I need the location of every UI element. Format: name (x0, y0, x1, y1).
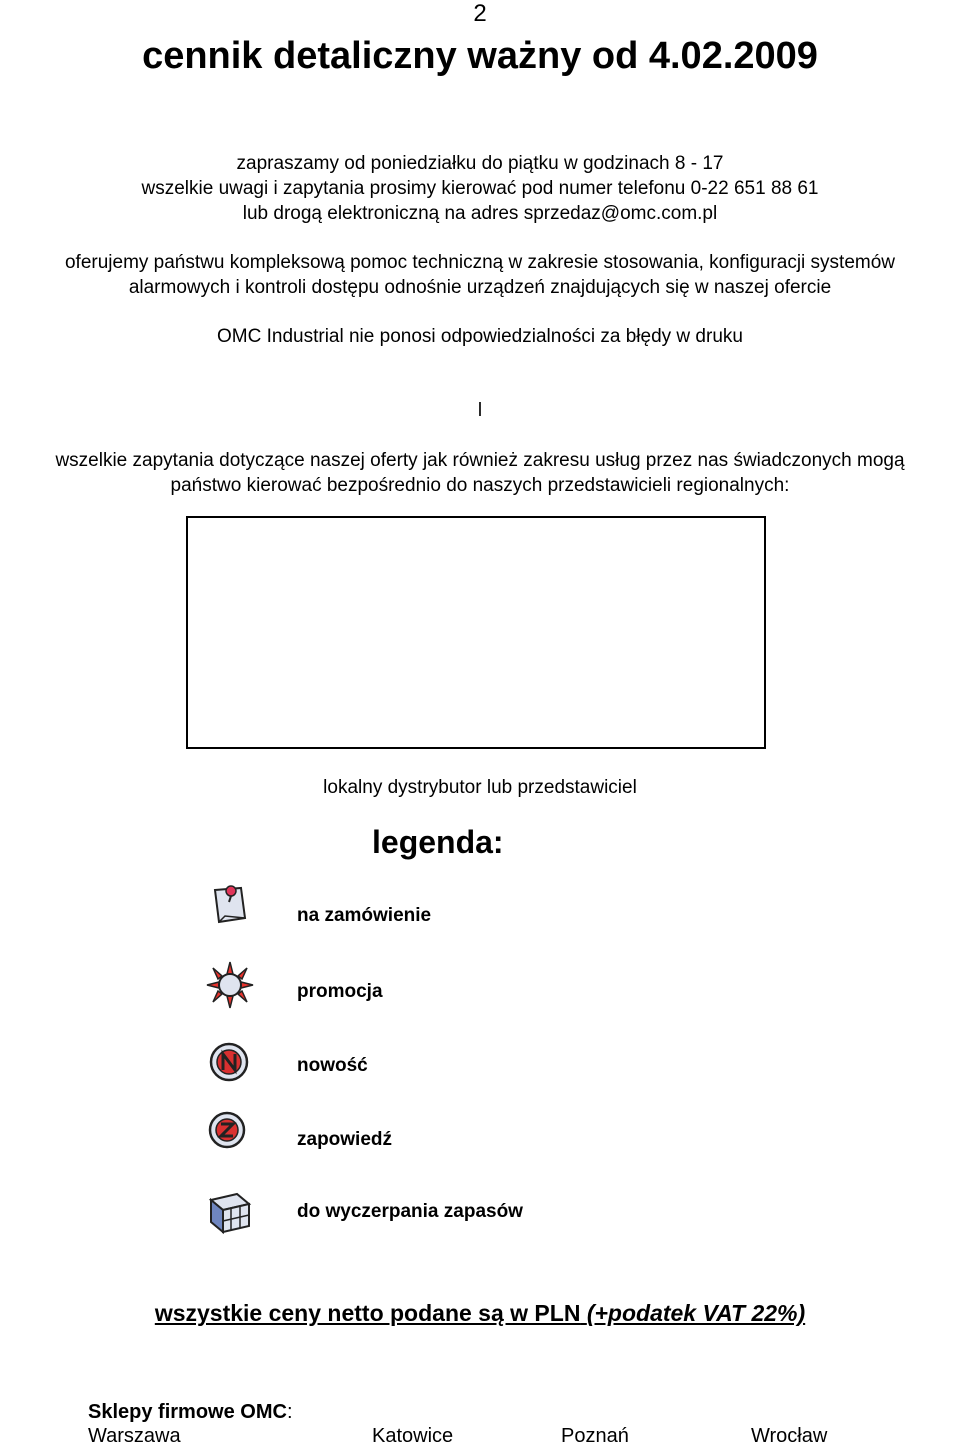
contact-info (0, 151, 960, 226)
shop-city-katowice: Katowice (372, 1425, 454, 1447)
legend-label-on-order: na zamówienie (297, 905, 432, 926)
disclaimer: OMC Industrial nie ponosi odpowiedzialności za błędy w druku (217, 326, 743, 347)
support-line-1: oferujemy państwu kompleksową pomoc techniczną w zakresie stosowania, konfiguracji systemów (64, 252, 896, 273)
distributor-label: lokalny dystrybutor lub przedstawiciel (323, 777, 637, 798)
legend-label-promotion: promocja (297, 981, 383, 1002)
prices-vat-note: (+podatek VAT 22%) (586, 1300, 806, 1326)
support-info (0, 250, 960, 300)
distributor-stamp-box (186, 516, 766, 749)
sun-icon (205, 960, 255, 1010)
z-badge-icon (205, 1108, 255, 1158)
prices-note (0, 1298, 960, 1328)
shops-title: Sklepy firmowe OMC (88, 1401, 287, 1423)
inquiry-line-1: wszelkie zapytania dotyczące naszej oferty jak również zakresu usług przez nas świadczonych mogą (55, 450, 905, 471)
legend-label-new: nowość (297, 1055, 368, 1076)
pinned-note-icon (205, 882, 255, 932)
contact-phone: wszelkie uwagi i zapytania prosimy kierować pod numer telefonu 0-22 651 88 61 (141, 178, 819, 199)
legend-title: legenda: (372, 824, 504, 860)
crate-icon (205, 1188, 255, 1238)
page-title: cennik detaliczny ważny od 4.02.2009 (142, 35, 818, 77)
shop-city-wroclaw: Wrocław (751, 1425, 828, 1447)
shops-heading (88, 1400, 293, 1424)
support-line-2: alarmowych i kontroli dostępu odnośnie urządzeń znajdujących się w naszej ofercie (128, 277, 832, 298)
shop-city-poznan: Poznań (561, 1425, 629, 1447)
page-number: 2 (473, 0, 487, 27)
shops-title-colon: : (286, 1401, 293, 1423)
inquiry-info (0, 448, 960, 498)
legend-item-promotion (205, 960, 705, 1010)
inquiry-line-2: państwo kierować bezpośrednio do naszych przedstawicieli regionalnych: (170, 475, 790, 496)
n-badge-icon (205, 1040, 255, 1090)
legend-label-announcement: zapowiedź (297, 1129, 393, 1150)
legend-item-announcement (205, 1108, 705, 1158)
shop-city-warszawa: Warszawa (88, 1425, 181, 1447)
legend-item-new (205, 1040, 705, 1090)
legend-item-on-order (205, 882, 705, 932)
contact-email: lub drogą elektroniczną na adres sprzedaz@omc.com.pl (242, 203, 718, 224)
legend-item-while-stocks-last (205, 1188, 705, 1238)
contact-hours: zapraszamy od poniedziałku do piątku w godzinach 8 - 17 (236, 153, 724, 174)
prices-net-note: wszystkie ceny netto podane są w PLN (154, 1300, 581, 1326)
legend-label-while-stocks-last: do wyczerpania zapasów (297, 1201, 523, 1222)
stray-mark: l (477, 400, 483, 421)
